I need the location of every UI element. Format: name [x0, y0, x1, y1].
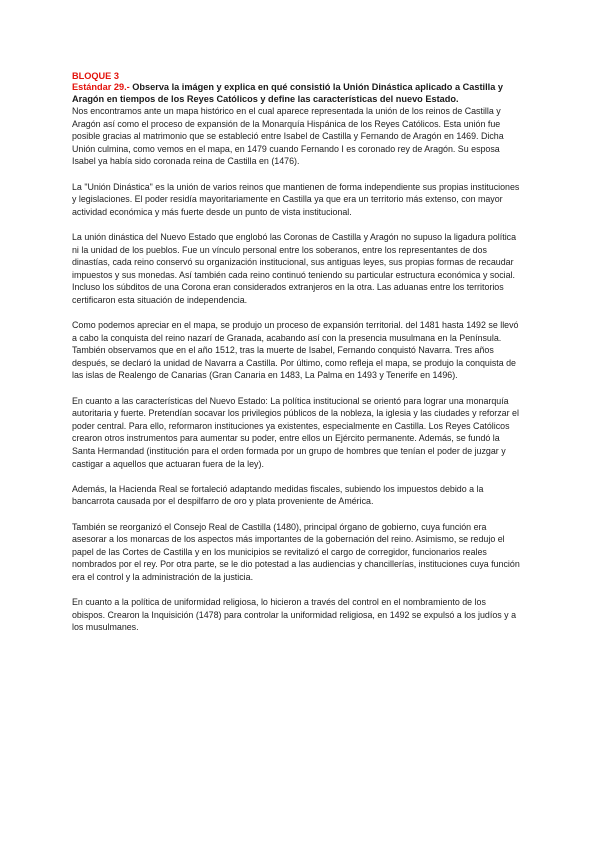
standard-question: Observa la imágen y explica en qué consistió la Unión Dinástica aplicado a Castilla y Aragón en tiempos de los Reyes Católicos y define las características del nuevo Estado.: [72, 82, 503, 104]
paragraph-spacer: [72, 168, 520, 181]
paragraph-intro: Nos encontramos ante un mapa histórico en el cual aparece representada la unión de los reinos de Castilla y Aragón así como el proceso de expansión de la Monarquía Hispánica de los Reyes Católicos. Esta unión fue posible gracias al matrimonio que se estableció entre Isabel de Castilla y Fernando de Aragón en 1469. Dicha Unión culmina, como vemos en el mapa, en 1479 cuando Fernando I es coronado rey de Aragón. Su esposa Isabel ya había sido coronada reina de Castilla en (1476).: [72, 106, 504, 167]
paragraph-spacer: [72, 218, 520, 231]
paragraph-spacer: [72, 584, 520, 597]
paragraph-expansion: Como podemos apreciar en el mapa, se produjo un proceso de expansión territorial. del 1481 hasta 1492 se llevó a cabo la conquista del reino nazarí de Granada, acabando así con la presencia musulmana en la Península. También observamos que en el año 1512, tras la muerte de Isabel, Fernando conquistó Navarra. Tres años después, se declaró la unidad de Navarra a Castilla. Por último, como refleja el mapa, se produjo la conquista de las islas de Realengo de Canarias (Gran Canaria en 1483, La Palma en 1493 y Tenerife en 1496).: [72, 320, 519, 381]
standard-label: Estándar 29.-: [72, 82, 130, 92]
standard-heading: [72, 82, 520, 105]
paragraph-spacer: [72, 508, 520, 521]
paragraph-consejo-real: También se reorganizó el Consejo Real de Castilla (1480), principal órgano de gobierno, cuya función era asesorar a los monarcas de los aspectos más importantes de la gobernación del reino. Asimismo, se redujo el papel de las Cortes de Castilla y en los municipios se revitalizó el cargo de corregidor, funcionarios reales nombrados por el rey. Por otra parte, se le dio potestad a las audiencias y chancillerías, instituciones cuya función era el control y la administración de la justicia.: [72, 521, 520, 582]
paragraph-spacer: [72, 382, 520, 395]
block-title: BLOQUE 3: [72, 71, 119, 81]
paragraph-characteristics: En cuanto a las características del Nuevo Estado: La política institucional se orientó para lograr una monarquía autoritaria y fuerte. Pretendían socavar los privilegios públicos de la nobleza, la iglesia y las ciudades y reforzar el poder central. Para ello, reformaron instituciones ya existentes, especialmente en Castilla. Los Reyes Católicos crearon otros instrumentos para aumentar su poder, entre ellos un Ejército permanente. Además, se fundó la Santa Hermandad (institución para el orden formada por un grupo de hombres que tenían el poder de juzgar y castigar a aquellos que actuaran fuera de la ley).: [72, 395, 519, 469]
paragraph-spacer: [72, 470, 520, 483]
paragraph-spacer: [72, 307, 520, 320]
paragraph-religious-policy: En cuanto a la política de uniformidad religiosa, lo hicieron a través del control en el nombramiento de los obispos. Crearon la Inquisición (1478) para controlar la uniformidad religiosa, en 1492 se expulsó a los judíos y a los musulmanes.: [72, 597, 517, 633]
paragraph-new-state: La unión dinástica del Nuevo Estado que englobó las Coronas de Castilla y Aragón no supuso la ligadura política ni la unidad de los pueblos. Fue un vínculo personal entre los soberanos, entre los representantes de dos dinastías, cada reino conservó su organización institucional, sus antiguas leyes, sus propias formas de recaudar impuestos y sus monedas. Así también cada reino continuó teniendo su particular estructura económica y social. Incluso los súbditos de una Corona eran considerados extranjeros en la otra. Las aduanas entre los territorios certificaron esta situación de independencia.: [72, 231, 517, 305]
paragraph-dynastic-union: La "Unión Dinástica" es la unión de varios reinos que mantienen de forma independiente sus propias instituciones y legislaciones. El poder residía mayoritariamente en Castilla ya que era un territorio más extenso, con mayor actividad económica y más fuerte desde un punto de vista institucional.: [72, 181, 520, 217]
document-page: [72, 71, 520, 634]
paragraph-hacienda: Además, la Hacienda Real se fortaleció adaptando medidas fiscales, subiendo los impuestos debido a la bancarrota causada por el despilfarro de oro y plata proveniente de América.: [72, 483, 484, 507]
